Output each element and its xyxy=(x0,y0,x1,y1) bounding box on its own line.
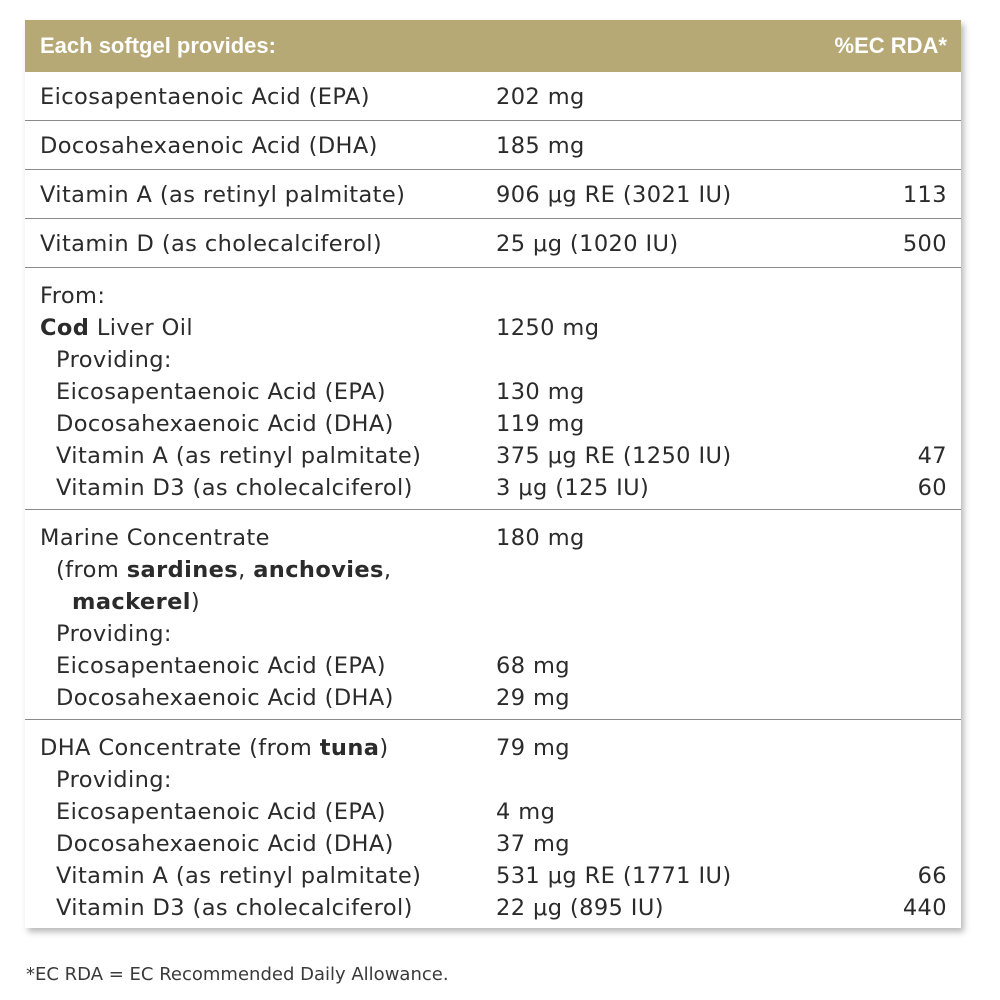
header-title: Each softgel provides: xyxy=(40,33,276,58)
list-item: Docosahexaenoic Acid (DHA) 29 mg xyxy=(56,685,570,711)
table-row-vitamin-d xyxy=(25,218,961,267)
table-row-epa xyxy=(25,72,961,120)
dha-source-name: DHA Concentrate (from tuna) xyxy=(40,735,389,761)
list-item: Eicosapentaenoic Acid (EPA) 4 mg xyxy=(56,799,556,825)
list-item: Vitamin D3 (as cholecalciferol) 22 μg (895 IU) 440 xyxy=(56,895,947,921)
from-label: From: xyxy=(40,283,106,309)
list-item: Vitamin A (as retinyl palmitate) 531 μg RE (1771 IU) 66 xyxy=(56,863,947,889)
nutrient-name: Vitamin D (as cholecalciferol) xyxy=(40,231,383,257)
nutrient-rda: 113 xyxy=(902,182,947,208)
table-row-dha xyxy=(25,120,961,169)
providing-label: Providing: xyxy=(56,347,172,373)
dha-concentrate-section xyxy=(25,719,961,923)
list-item: Eicosapentaenoic Acid (EPA) 130 mg xyxy=(56,379,585,405)
list-item: Eicosapentaenoic Acid (EPA) 68 mg xyxy=(56,653,570,679)
table-header xyxy=(25,20,961,72)
table-row-vitamin-a xyxy=(25,169,961,218)
nutrient-name: Eicosapentaenoic Acid (EPA) xyxy=(40,84,370,110)
list-item: Docosahexaenoic Acid (DHA) 119 mg xyxy=(56,411,585,437)
dha-amount: 79 mg xyxy=(496,735,570,761)
list-item: Docosahexaenoic Acid (DHA) 37 mg xyxy=(56,831,570,857)
nutrient-amount: 202 mg xyxy=(496,84,585,110)
marine-sources-line-2: mackerel) xyxy=(72,589,201,615)
nutrient-amount: 906 μg RE (3021 IU) xyxy=(496,182,732,208)
list-item: Vitamin D3 (as cholecalciferol) 3 μg (125 IU) 60 xyxy=(56,475,947,501)
cod-liver-oil-section xyxy=(25,267,961,509)
marine-sources-line: (from sardines, anchovies, xyxy=(56,557,392,583)
nutrient-amount: 25 μg (1020 IU) xyxy=(496,231,679,257)
cod-amount: 1250 mg xyxy=(496,315,600,341)
nutrient-name: Docosahexaenoic Acid (DHA) xyxy=(40,133,378,159)
providing-label: Providing: xyxy=(56,767,172,793)
footnote: *EC RDA = EC Recommended Daily Allowance. xyxy=(26,964,449,985)
providing-label: Providing: xyxy=(56,621,172,647)
header-rda-label: %EC RDA* xyxy=(834,33,947,58)
nutrient-amount: 185 mg xyxy=(496,133,585,159)
supplement-facts-panel xyxy=(25,20,961,928)
marine-source-name: Marine Concentrate xyxy=(40,525,270,551)
cod-bold: Cod xyxy=(40,315,90,341)
cod-source-name: Cod Liver Oil xyxy=(40,315,193,341)
marine-amount: 180 mg xyxy=(496,525,585,551)
marine-concentrate-section xyxy=(25,509,961,719)
nutrient-name: Vitamin A (as retinyl palmitate) xyxy=(40,182,406,208)
nutrient-rda: 500 xyxy=(902,231,947,257)
list-item: Vitamin A (as retinyl palmitate) 375 μg RE (1250 IU) 47 xyxy=(56,443,947,469)
